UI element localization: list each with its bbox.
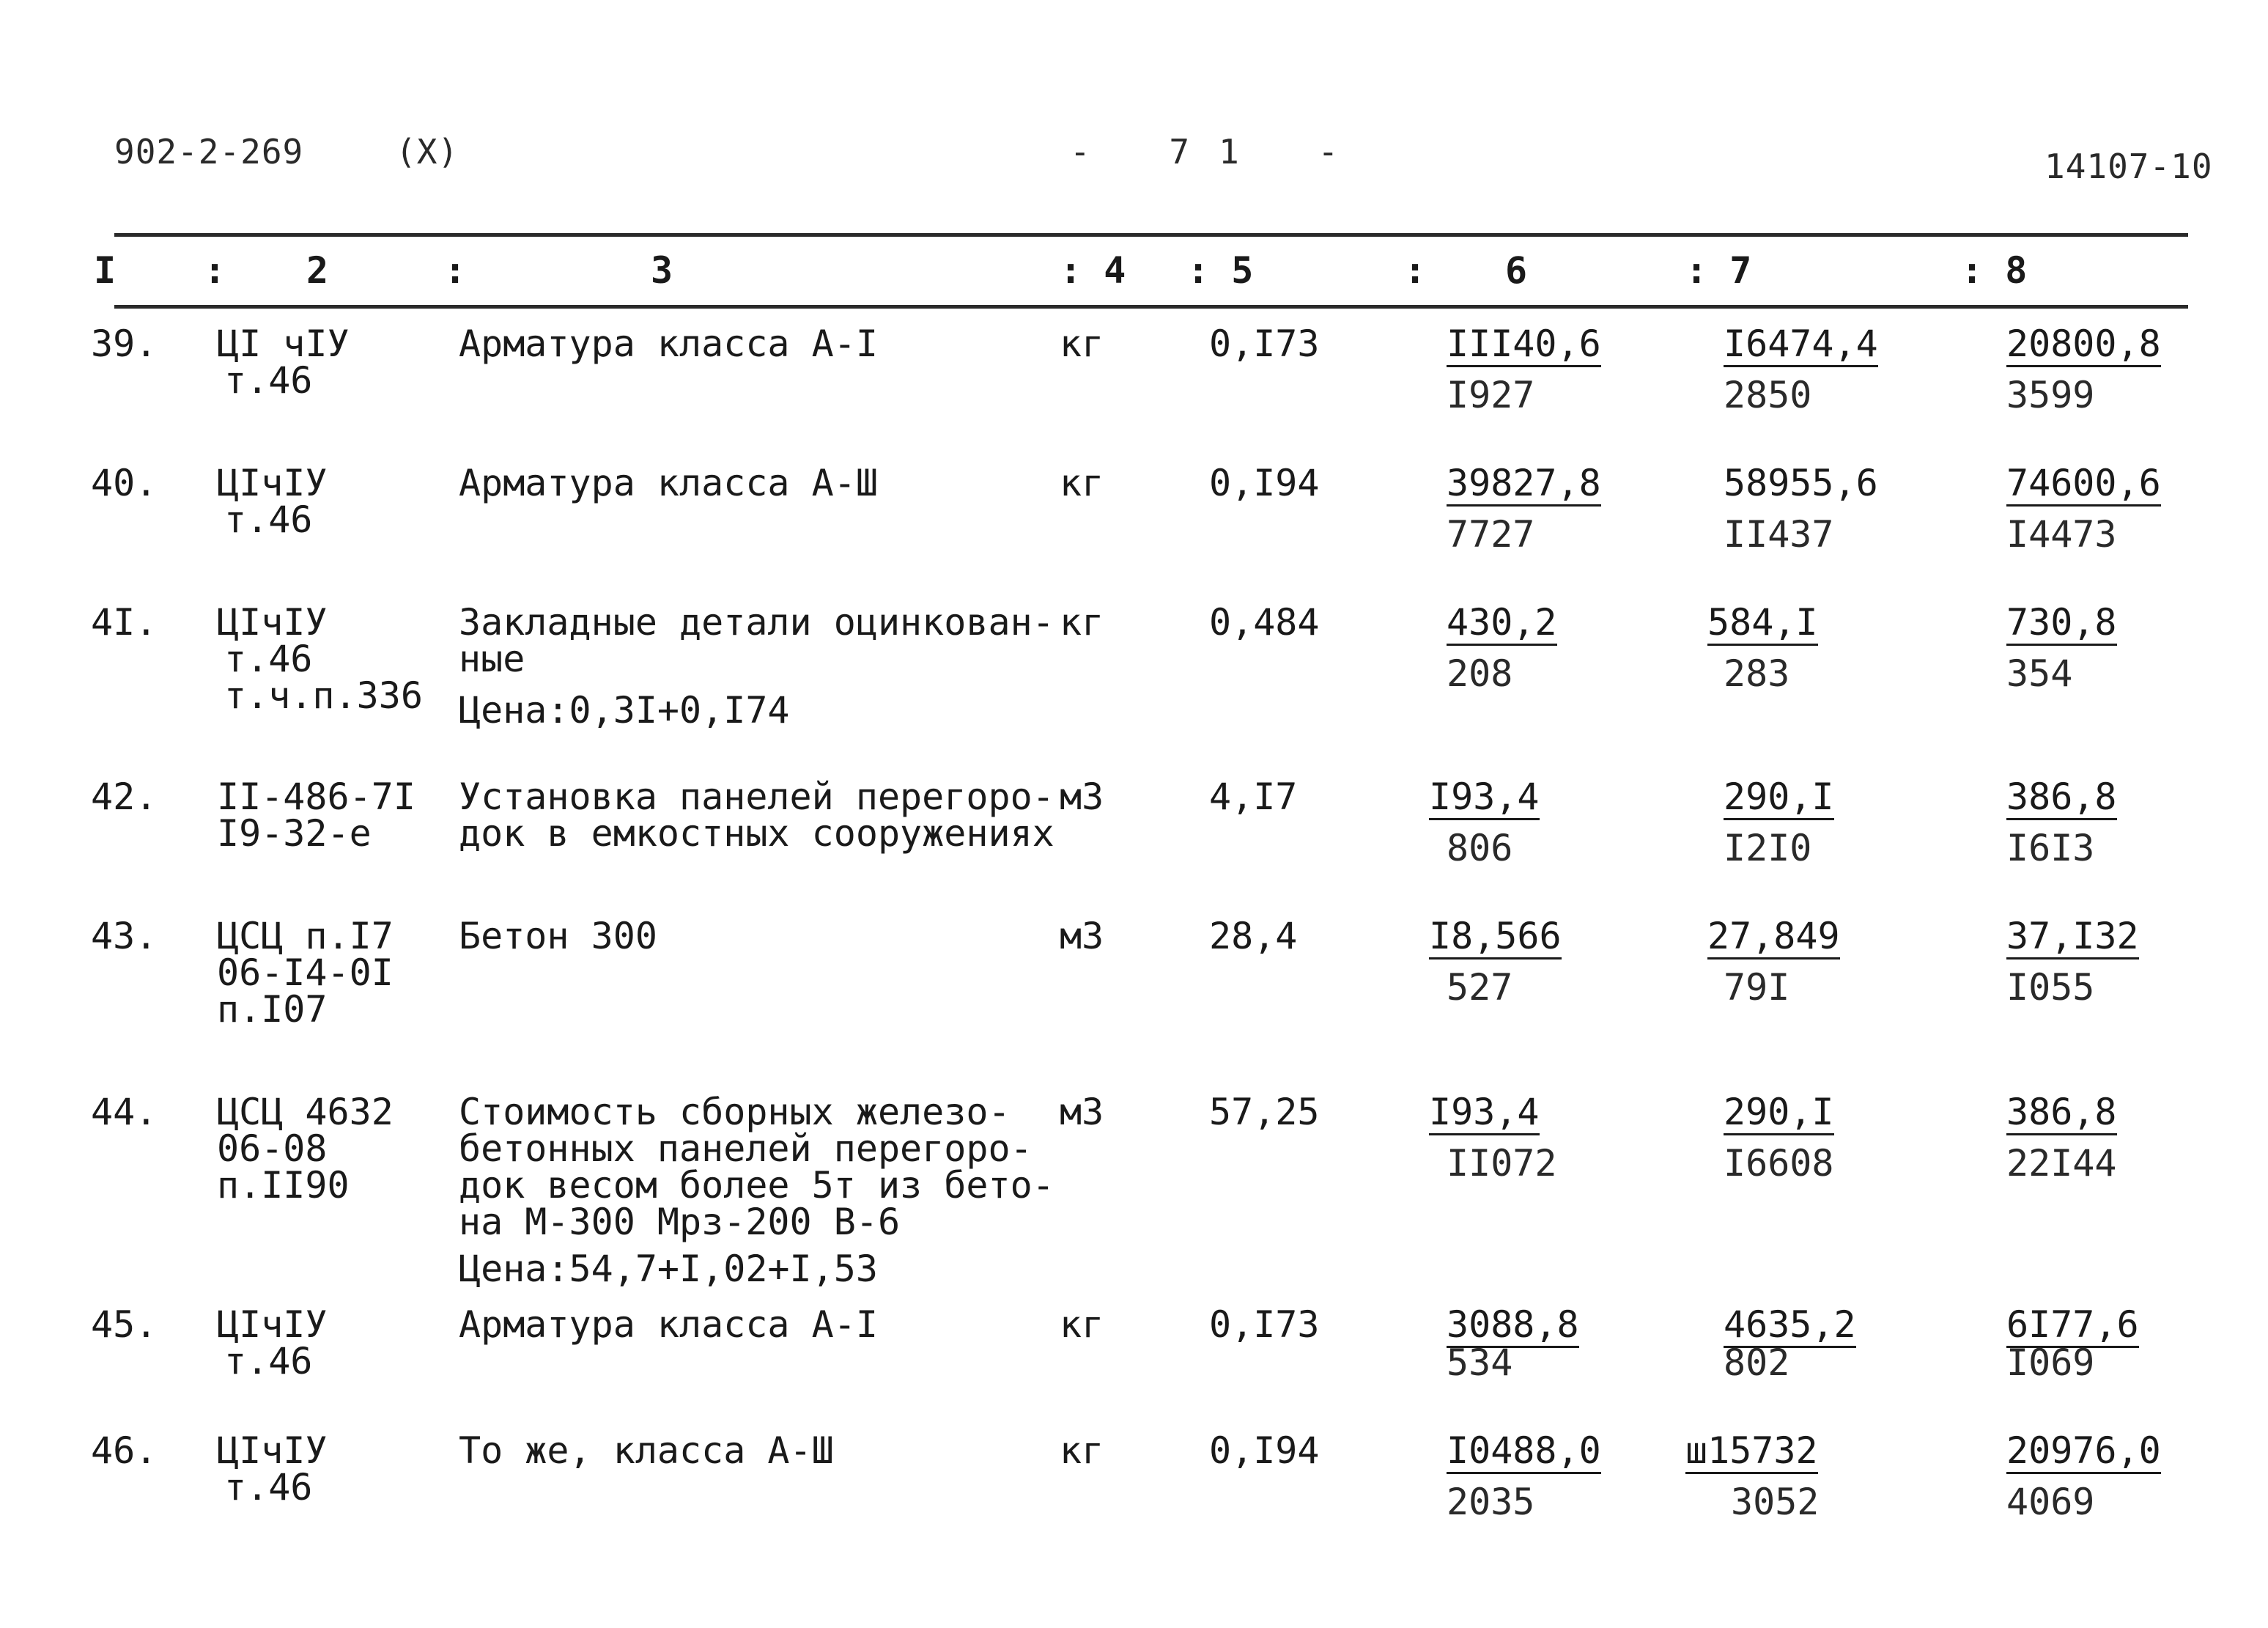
col7-value-bottom: 79I [1724,966,1790,1009]
table-row [0,601,2268,732]
row-number: 45. [91,1303,158,1346]
col-header-4: : 4 [1060,249,1126,292]
col8-value-bottom: 354 [2006,652,2073,695]
col8-value-top: 20976,0 [2006,1432,2161,1474]
row-number: 46. [91,1429,158,1472]
description-line: док весом более 5т из бето- [459,1164,1054,1207]
description-line: Установка панелей перегоро- [459,776,1054,818]
quantity: 57,25 [1209,1091,1320,1133]
reference-line: ЦСЦ п.I7 [217,915,394,957]
col7-value-top: ш15732 [1685,1432,1818,1474]
col-header-6: 6 [1505,249,1528,292]
table-row [0,323,2268,416]
description-line: Закладные детали оцинкован- [459,601,1054,644]
col8-value-top: 20800,8 [2006,325,2161,367]
row-number: 43. [91,915,158,957]
description-line: Арматура класса А-I [459,1303,878,1346]
row-number: 42. [91,776,158,818]
col8-value-bottom: 22I44 [2006,1142,2117,1185]
reference-line: т.46 [224,638,313,680]
col8-value-top: 386,8 [2006,1094,2117,1135]
table-row [0,462,2268,556]
table-row [0,1091,2268,1290]
col6-value-bottom: 2035 [1447,1481,1535,1523]
reference-line: т.ч.п.336 [224,674,423,717]
col-header-sep: : [1404,249,1427,292]
unit: кг [1060,1303,1104,1346]
quantity: 0,I73 [1209,1303,1320,1346]
col6-value-bottom: 7727 [1447,513,1535,556]
col7-value-top: 4635,2 [1724,1306,1856,1348]
col-header-sep: : [444,249,467,292]
row-number: 39. [91,323,158,365]
col8-value-bottom: I4473 [2006,513,2117,556]
page-number: - 71 - [1070,132,1368,172]
col8-value-bottom: 4069 [2006,1481,2095,1523]
quantity: 4,I7 [1209,776,1298,818]
col-header-3: 3 [651,249,673,292]
unit: кг [1060,1429,1104,1472]
quantity: 0,I94 [1209,1429,1320,1472]
unit: м3 [1060,776,1104,818]
col8-value-top: 37,I32 [2006,918,2139,960]
description-line: Стоимость сборных железо- [459,1091,1011,1133]
col6-value-bottom: 208 [1447,652,1513,695]
quantity: 0,I94 [1209,462,1320,504]
top-rule [114,233,2188,237]
col7-value-top: 58955,6 [1724,462,1878,504]
col6-value-bottom: 534 [1447,1341,1513,1384]
description-line: Бетон 300 [459,915,657,957]
unit: кг [1060,601,1104,644]
description-line: То же, класса А-Ш [459,1429,834,1472]
col7-value-top: 290,I [1724,778,1834,820]
quantity: 0,484 [1209,601,1320,644]
col8-value-top: 386,8 [2006,778,2117,820]
description-line: бетонных панелей перегоро- [459,1127,1033,1170]
unit: м3 [1060,1091,1104,1133]
col-header-2: 2 [306,249,329,292]
col6-value-top: I93,4 [1429,778,1540,820]
col7-value-top: 584,I [1707,604,1818,646]
reference-line: ЦIчIУ [217,1303,328,1346]
reference-line: ЦIчIУ [217,1429,328,1472]
col8-value-bottom: I055 [2006,966,2095,1009]
row-number: 40. [91,462,158,504]
document-code: 902-2-269 [114,132,304,172]
description-line: Арматура класса А-Ш [459,462,878,504]
reference-line: 06-08 [217,1127,328,1170]
col6-value-bottom: 527 [1447,966,1513,1009]
price-note: Цена:0,3I+0,I74 [459,689,790,732]
col6-value-top: I8,566 [1429,918,1562,960]
reference-line: 06-I4-0I [217,951,394,994]
document-mark: (X) [396,132,459,172]
col6-value-top: 430,2 [1447,604,1557,646]
description-line: док в емкостных сооружениях [459,812,1054,855]
description-line: Арматура класса А-I [459,323,878,365]
col6-value-bottom: I927 [1447,374,1535,416]
reference-line: п.I07 [217,988,328,1031]
table-row [0,915,2268,1031]
reference-line: т.46 [224,359,313,402]
quantity: 28,4 [1209,915,1298,957]
table-row [0,1429,2268,1523]
reference-line: т.46 [224,498,313,541]
col6-value-top: I93,4 [1429,1094,1540,1135]
description-line: ные [459,638,525,680]
unit: м3 [1060,915,1104,957]
col7-value-top: 27,849 [1707,918,1840,960]
table-row [0,1303,2268,1384]
reference-line: ЦI чIУ [217,323,350,365]
col-header-sep: : [204,249,226,292]
description-line: на М-300 Мрз-200 В-6 [459,1201,901,1243]
col7-value-bottom: 283 [1724,652,1790,695]
col7-value-bottom: 2850 [1724,374,1812,416]
col7-value-bottom: II437 [1724,513,1834,556]
col-header-7: : 7 [1685,249,1752,292]
col6-value-top: 39827,8 [1447,465,1601,507]
reference-line: т.46 [224,1340,313,1382]
col8-value-top: 730,8 [2006,604,2117,646]
col6-value-top: III40,6 [1447,325,1601,367]
col7-value-bottom: 3052 [1731,1481,1820,1523]
col7-value-bottom: 802 [1724,1341,1790,1384]
col8-value-bottom: I069 [2006,1341,2095,1384]
col7-value-bottom: I2I0 [1724,827,1812,869]
col6-value-top: 3088,8 [1447,1306,1579,1348]
row-number: 44. [91,1091,158,1133]
reference-line: ЦIчIУ [217,462,328,504]
table-row [0,776,2268,869]
reference-line: ЦIчIУ [217,601,328,644]
col8-value-bottom: I6I3 [2006,827,2095,869]
col-header-8: : 8 [1961,249,2028,292]
col6-value-bottom: 806 [1447,827,1513,869]
row-number: 4I. [91,601,158,644]
reference-line: I9-32-е [217,812,372,855]
reference-line: т.46 [224,1466,313,1509]
unit: кг [1060,462,1104,504]
col6-value-top: I0488,0 [1447,1432,1601,1474]
header-rule [114,305,2188,309]
col-header-1: I [94,249,117,292]
reference-line: п.II90 [217,1164,350,1207]
reference-line: ЦСЦ 4632 [217,1091,394,1133]
col7-value-top: 290,I [1724,1094,1834,1135]
col8-value-bottom: 3599 [2006,374,2095,416]
col-header-5: : 5 [1187,249,1254,292]
col8-value-top: 74600,6 [2006,465,2161,507]
col7-value-top: I6474,4 [1724,325,1878,367]
unit: кг [1060,323,1104,365]
reference-line: II-486-7I [217,776,415,818]
quantity: 0,I73 [1209,323,1320,365]
col7-value-bottom: I6608 [1724,1142,1834,1185]
col8-value-top: 6I77,6 [2006,1306,2139,1348]
col6-value-bottom: II072 [1447,1142,1557,1185]
sheet-code: 14107-10 [2044,147,2213,186]
price-note: Цена:54,7+I,02+I,53 [459,1248,878,1290]
